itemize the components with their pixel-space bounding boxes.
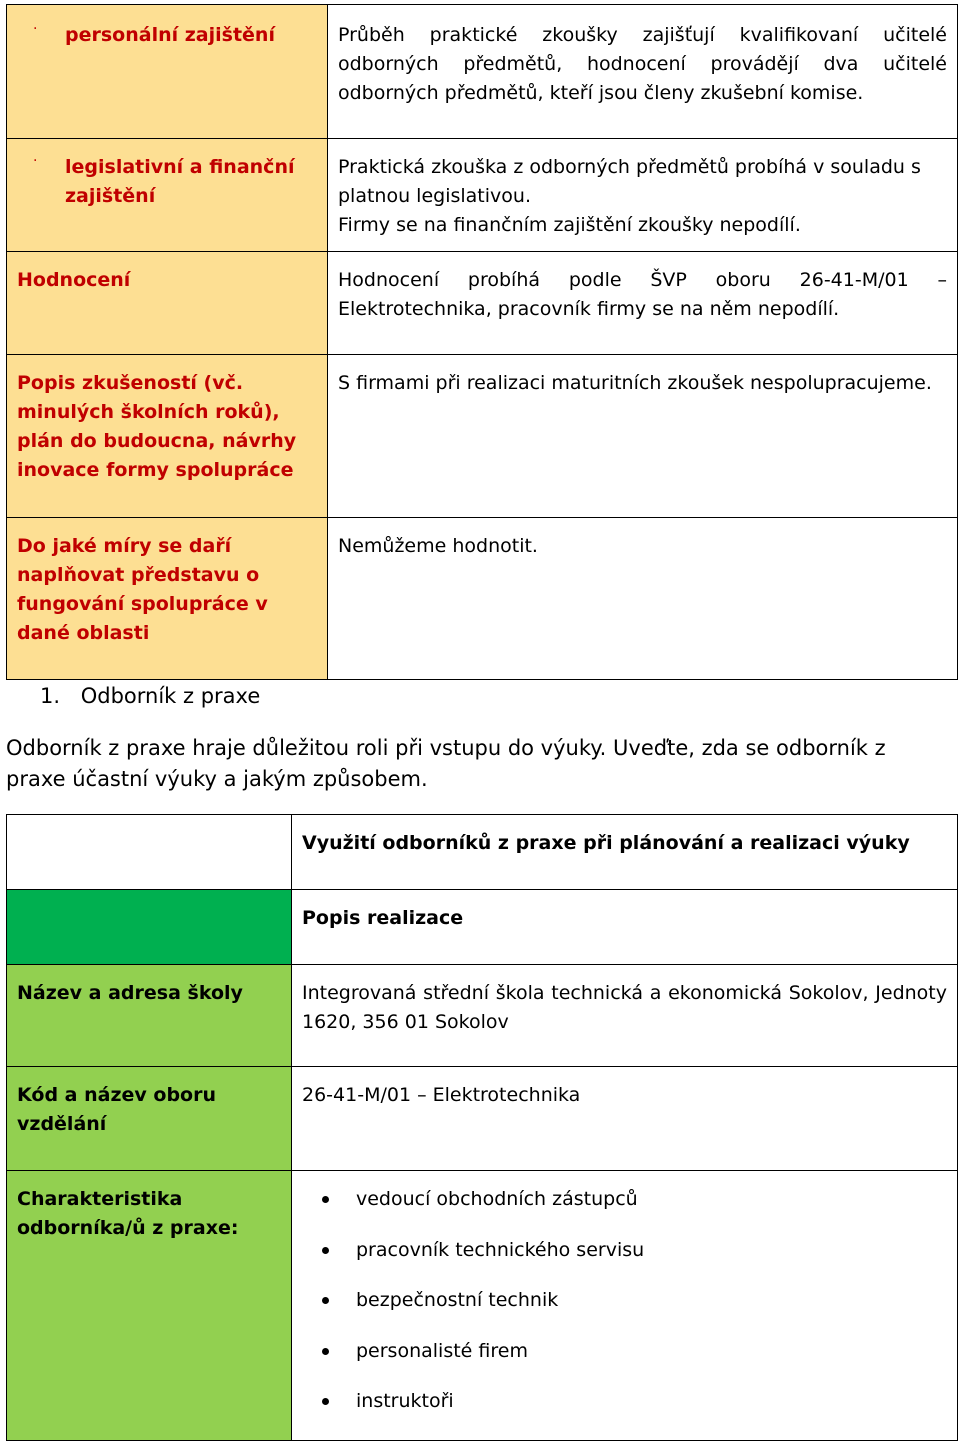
row-label-cell — [7, 139, 328, 252]
list-item-text: bezpečnostní technik — [356, 1289, 559, 1311]
table-row — [7, 1171, 958, 1441]
list-item-text: pracovník technického servisu — [356, 1238, 645, 1261]
row-value-cell — [292, 1067, 958, 1171]
expert-list — [292, 1171, 957, 1438]
list-item-text: instruktoři — [356, 1390, 454, 1412]
row-value: Hodnocení probíhá podle ŠVP oboru 26-41-M/01 – Elektrotechnika, pracovník firmy se na něm nepodílí. — [338, 269, 947, 320]
bullet-mark: · — [33, 21, 38, 37]
row-value: Integrovaná střední škola technická a ekonomická Sokolov, Jednoty 1620, 356 01 Sokolov — [302, 982, 947, 1033]
list-item — [292, 1185, 957, 1236]
row-label: legislativní a finanční zajištění — [65, 156, 295, 207]
row-label-cell — [7, 5, 328, 139]
list-item — [292, 1236, 957, 1287]
row-label-cell — [7, 1171, 292, 1441]
row-label: Charakteristika odborníka/ů z praxe: — [17, 1188, 239, 1239]
header-cell — [292, 815, 958, 890]
section-intro: Odborník z praxe hraje důležitou roli při vstupu do výuky. Uveďte, zda se odborník z praxe účastní výuky a jakým způsobem. — [6, 736, 886, 791]
bullet-icon — [322, 1247, 329, 1254]
row-value-line: Firmy se na finančním zajištění zkoušky nepodílí. — [338, 214, 801, 236]
row-value-cell — [328, 139, 958, 252]
row-value-cell — [292, 965, 958, 1067]
section-heading — [40, 681, 260, 711]
row-label-cell — [7, 252, 328, 355]
list-item-text: vedoucí obchodních zástupců — [356, 1188, 638, 1210]
row-value-cell — [328, 5, 958, 139]
row-value: Nemůžeme hodnotit. — [338, 535, 538, 557]
table-row — [7, 5, 958, 139]
table-header-row — [7, 815, 958, 890]
table-row — [7, 139, 958, 252]
exam-table — [6, 4, 958, 680]
table-row — [7, 252, 958, 355]
bullet-icon — [322, 1297, 329, 1304]
bullet-icon — [322, 1348, 329, 1355]
bullet-icon — [322, 1398, 329, 1405]
row-label: Do jaké míry se daří naplňovat představu o fungování spolupráce v dané oblasti — [17, 535, 268, 644]
table-header: Využití odborníků z praxe při plánování a realizaci výuky — [302, 832, 910, 854]
row-label: Hodnocení — [17, 269, 131, 291]
list-item — [292, 1286, 957, 1337]
row-value: 26-41-M/01 – Elektrotechnika — [302, 1084, 581, 1106]
row-label: Popis zkušeností (vč. minulých školních roků), plán do budoucna, návrhy inovace formy spolupráce — [17, 372, 297, 481]
table-row — [7, 518, 958, 680]
table-row — [7, 355, 958, 518]
expert-table — [6, 814, 958, 1441]
section-number: 1. — [40, 684, 61, 708]
row-value-cell — [328, 355, 958, 518]
header-empty-cell — [7, 815, 292, 890]
row-label-cell — [7, 1067, 292, 1171]
table-subheader: Popis realizace — [302, 907, 464, 929]
subheader-empty-cell — [7, 890, 292, 965]
row-label: Kód a název oboru vzdělání — [17, 1084, 216, 1135]
row-label-cell — [7, 355, 328, 518]
bullet-icon — [322, 1196, 329, 1203]
list-item-text: personalisté firem — [356, 1339, 528, 1362]
bullet-mark: · — [33, 153, 38, 169]
row-value-cell — [292, 1171, 958, 1441]
list-item — [292, 1337, 957, 1388]
table-row — [7, 1067, 958, 1171]
row-value: S firmami při realizaci maturitních zkoušek nespolupracujeme. — [338, 372, 932, 394]
table-row — [7, 965, 958, 1067]
list-item — [292, 1387, 957, 1438]
row-value-cell — [328, 252, 958, 355]
row-label-cell — [7, 965, 292, 1067]
row-value-cell — [328, 518, 958, 680]
row-label: personální zajištění — [65, 24, 275, 46]
row-value-line: Praktická zkouška z odborných předmětů probíhá v souladu s platnou legislativou. — [338, 156, 921, 207]
section-title: Odborník z praxe — [80, 684, 261, 708]
subheader-cell — [292, 890, 958, 965]
table-subheader-row — [7, 890, 958, 965]
row-value: Průběh praktické zkoušky zajišťují kvalifikovaní učitelé odborných předmětů, hodnocení provádějí dva učitelé odborných předmětů, kteří jsou členy zkušební komise. — [338, 24, 947, 104]
row-label: Název a adresa školy — [17, 982, 243, 1004]
row-label-cell — [7, 518, 328, 680]
